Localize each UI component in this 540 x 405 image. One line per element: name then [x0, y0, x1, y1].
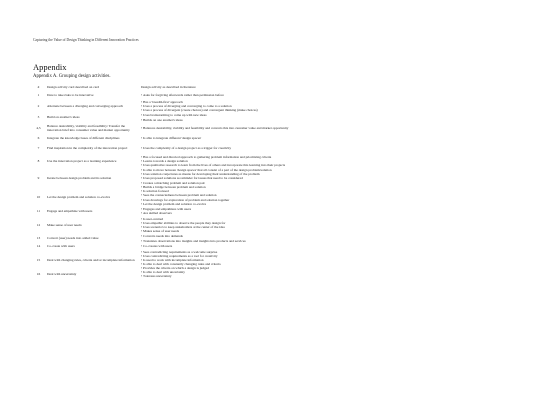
table-row [33, 270, 513, 278]
table-row [33, 189, 513, 206]
table-row [33, 122, 513, 134]
table-row [33, 91, 513, 99]
table-row [33, 154, 513, 168]
activity-card: Iterate between design problem and its solution [47, 176, 112, 181]
description-item: • Converts needs into demands [141, 234, 513, 238]
row-number: 14 [36, 244, 41, 249]
description-item: • Is used to work with incomplete information [141, 258, 513, 262]
activity-card: Deal with uncertainty [47, 271, 77, 276]
description-item: • Provides the criteria on which a design is judged [141, 266, 513, 270]
activity-card: Convert (user) needs into added value [47, 236, 99, 241]
table-row [33, 250, 513, 270]
row-number: 11 [36, 208, 41, 213]
row-number: 4,5 [36, 125, 41, 130]
description-item: • Translates observations into insights and insights into products and services [141, 239, 513, 243]
description-item: • Uses empathic abilities to observe the people they design for [141, 221, 513, 225]
description-item: • Are skilled observers [141, 211, 513, 215]
design-activities-table [33, 84, 513, 278]
description-item: • Let the design problem and solution co-evolve [141, 202, 513, 206]
description-item: • Is solution focused [141, 189, 513, 193]
description-item: • Uses a process of divergent (create choices) and convergent thinking (make choices) [141, 108, 513, 112]
table-caption: Appendix A. Grouping design activities. [33, 74, 111, 79]
description-item: • Engages and empathizes with users [141, 207, 513, 211]
description-item: • Builds on one another's ideas [141, 118, 513, 122]
activity-description [139, 93, 513, 97]
description-item: • Co-creates with users [141, 244, 513, 248]
table-row [33, 113, 513, 122]
description-item: • Uses the complexity of a design project as a trigger for creativity [141, 146, 513, 150]
table-body [33, 91, 513, 278]
activity-description [139, 207, 513, 215]
activity-description [139, 234, 513, 242]
activity-description [139, 168, 513, 188]
description-item: • Is able to deal with constantly changing rules and criteria [141, 262, 513, 266]
description-item: • Tolerates uncertainty [141, 274, 513, 278]
activity-card: Find inspiration in the complexity of the innovation project [47, 146, 128, 151]
activity-description [139, 250, 513, 270]
activity-card: Engage and empathize with users [47, 208, 93, 213]
row-number: 10 [36, 195, 41, 200]
row-number: 2 [37, 103, 40, 108]
table-row [33, 99, 513, 113]
running-head: Capturing the Value of Design Thinking in Different Innovation Practices [33, 38, 139, 42]
row-number: 15 [36, 257, 41, 262]
table-row [33, 216, 513, 234]
description-item: • Uses drawings for exploration of problem and solution together [141, 198, 513, 202]
activity-card: Integrate the knowledge bases of different disciplines [47, 136, 120, 141]
header-card: Design activity card described on card [47, 85, 100, 90]
header-desc: Design activity as described in literature [141, 85, 196, 90]
description-item: • Learns towards a design solution [141, 159, 513, 163]
description-item: • Has a 'breadth-first' approach [141, 100, 513, 104]
table-row [33, 134, 513, 143]
activity-description [139, 244, 513, 248]
description-item: • Uses brainstorming to come up with new ideas [141, 113, 513, 117]
row-number: 6 [37, 136, 40, 141]
description-item: • Is user-centred [141, 217, 513, 221]
description-item: • Balances desirability, viability and feasibility and converts this into customer value and market opportunity [141, 126, 513, 130]
activity-description [139, 217, 513, 233]
activity-card: Dare to take risks to be innovative [47, 92, 94, 97]
table-row [33, 168, 513, 189]
activity-description [139, 113, 513, 121]
description-item: • Uses scenario's to keep stakeholders at the center of the idea [141, 225, 513, 229]
description-item: • Uses contradicting requirements as a tool for creativity [141, 254, 513, 258]
activity-description [139, 136, 513, 140]
description-item: • Makes sense of user needs [141, 229, 513, 233]
activity-description [139, 126, 513, 130]
description-item: • Uses proposed solutions as reminder for issues that need to be considered [141, 176, 513, 180]
activity-card: Build on another's ideas [47, 115, 80, 120]
row-number: 12 [36, 222, 41, 227]
header-num: # [37, 85, 40, 90]
activity-card: Let the design problem and solution co-evolve [47, 195, 111, 200]
description-item: • Uses a process of diverging and converging to come to a solution [141, 104, 513, 108]
activity-card: Co-create with users [47, 244, 75, 249]
description-item: • Has a focused and directed approach to gathering problem information and prioritizing criteria [141, 155, 513, 159]
description-item: • Asks for forgiving afterwards rather than permission before [141, 93, 513, 97]
table-row [33, 206, 513, 216]
row-number: 7 [37, 146, 40, 151]
row-number: 13 [36, 236, 41, 241]
description-item: • Is able to move between 'design spaces' that all consist of a part of the design problem/solution [141, 168, 513, 172]
description-item: • Creates a matching problem and solution pair [141, 181, 513, 185]
row-number: 9 [37, 176, 40, 181]
activity-description [139, 189, 513, 205]
activity-card: Deal with changing rules, criteria and/or incomplete information [47, 257, 135, 262]
description-item: • Is able to integrate different 'design spaces' [141, 136, 513, 140]
row-number: 1 [37, 92, 40, 97]
description-item: • Sees the connectedness between problem and solution [141, 193, 513, 197]
table-row [33, 234, 513, 243]
description-item: • Is able to deal with uncertainty [141, 270, 513, 274]
row-number: 8 [37, 158, 40, 163]
activity-description [139, 146, 513, 150]
description-item: • Builds a bridge between problem and solution [141, 185, 513, 189]
section-title: Appendix [33, 62, 67, 72]
activity-description [139, 100, 513, 112]
activity-card: Make sense of user needs [47, 222, 82, 227]
activity-card: Balance desirability, viability and feasibility/ Transfer the innovation brief into consumer value and market opportunity [47, 123, 130, 132]
description-item: • Sees contradicting requirements as a welcome surprise [141, 250, 513, 254]
activity-card: Use the innovation project as a learning experience [47, 158, 117, 163]
table-header [33, 84, 513, 91]
description-item: • Uses qualitative research to learn from the lives of others and incorporate this learning into their projects [141, 163, 513, 167]
table-row [33, 143, 513, 154]
activity-description [139, 270, 513, 278]
row-number: 3 [37, 115, 40, 120]
row-number: 16 [36, 271, 41, 276]
activity-card: Alternate between a diverging and converging approach [47, 103, 123, 108]
activity-description [139, 155, 513, 167]
description-item: • Uses solution conjectures as means for developing their understanding of the problem [141, 172, 513, 176]
